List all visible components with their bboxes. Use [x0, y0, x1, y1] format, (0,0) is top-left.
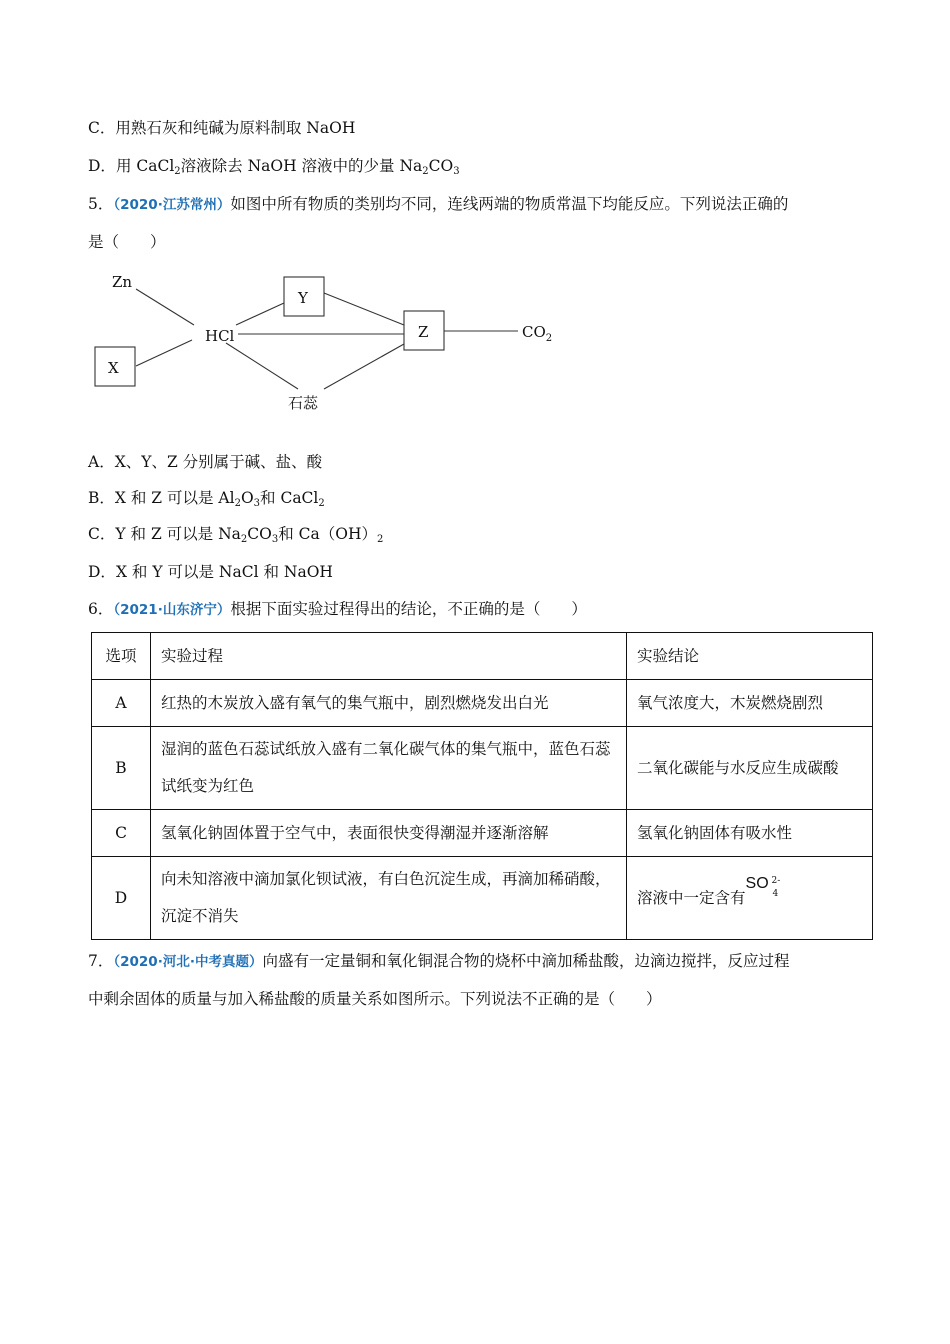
header-option: 选项: [92, 633, 151, 680]
option-text: CO: [428, 157, 454, 175]
cell-conclusion: 氧气浓度大，木炭燃烧剧烈: [627, 680, 873, 727]
q5-option-d: [88, 562, 333, 582]
line-zn-hcl: [136, 289, 194, 325]
label-y: Y: [298, 289, 308, 307]
subscript: 2: [376, 534, 384, 545]
q5-option-a: [88, 452, 322, 472]
experiment-table: [91, 632, 873, 940]
question-text: 根据下面实验过程得出的结论，不正确的是（ ）: [230, 600, 587, 618]
question-source: （2020·河北·中考真题）: [113, 954, 263, 970]
option-label: D．: [88, 563, 116, 581]
question-text: 是（ ）: [88, 233, 166, 251]
q5-stem-cont: [88, 232, 166, 252]
subscript: 2: [240, 534, 248, 545]
question-source: （2021·山东济宁）: [113, 602, 231, 618]
question-text: 向盛有一定量铜和氧化铜混合物的烧杯中滴加稀盐酸，边滴边搅拌，反应过程: [262, 952, 790, 970]
subscript: 3: [271, 534, 279, 545]
conclusion-text: 溶液中一定含有: [637, 888, 746, 907]
label-co2: $CO_2$: [522, 323, 553, 344]
option-text: X、Y、Z 分别属于碱、盐、酸: [114, 453, 323, 471]
option-text: 和 Ca（OH）: [278, 525, 377, 543]
cell-conclusion: 二氧化碳能与水反应生成碳酸: [627, 727, 873, 810]
option-label: C．: [88, 525, 116, 543]
line-x-hcl: [136, 340, 192, 366]
label-litmus: 石蕊: [288, 394, 319, 412]
option-text: 用 CaCl: [115, 157, 175, 175]
q5-stem: [88, 194, 788, 215]
option-label: B．: [88, 489, 115, 507]
table-row: [92, 680, 873, 727]
cell-conclusion: [627, 857, 873, 940]
line-hcl-y: [236, 303, 284, 325]
cell-option: D: [92, 857, 151, 940]
question-text: 中剩余固体的质量与加入稀盐酸的质量关系如图所示。下列说法不正确的是（ ）: [88, 990, 662, 1008]
table-header-row: [92, 633, 873, 680]
cell-process: 氢氧化钠固体置于空气中，表面很快变得潮湿并逐渐溶解: [151, 810, 627, 857]
option-text: X 和 Z 可以是 Al: [114, 489, 235, 507]
option-label: C．: [88, 119, 116, 137]
header-conclusion: 实验结论: [627, 633, 873, 680]
subscript: 2: [234, 498, 241, 509]
label-zn: Zn: [112, 273, 133, 291]
sulfate-ion-formula: SO 2- 4: [745, 874, 781, 899]
q4-option-d: [88, 156, 460, 182]
subscript: 2: [174, 166, 181, 177]
option-text: Y 和 Z 可以是 Na: [115, 525, 241, 543]
reaction-diagram: [88, 265, 568, 425]
line-hcl-litmus: [226, 343, 298, 389]
option-label: D．: [88, 157, 116, 175]
cell-process: 红热的木炭放入盛有氧气的集气瓶中，剧烈燃烧发出白光: [151, 680, 627, 727]
label-hcl: HCl: [205, 327, 235, 345]
option-text: 和 CaCl: [260, 489, 319, 507]
cell-option: C: [92, 810, 151, 857]
cell-process: 湿润的蓝色石蕊试纸放入盛有二氧化碳气体的集气瓶中，蓝色石蕊试纸变为红色: [151, 727, 627, 810]
option-text: 用熟石灰和纯碱为原料制取 NaOH: [115, 119, 356, 137]
q7-stem: [88, 951, 789, 972]
question-text: 如图中所有物质的类别均不同，连线两端的物质常温下均能反应。下列说法正确的: [230, 195, 789, 213]
question-source: （2020·江苏常州）: [113, 197, 231, 213]
subscript: 2: [318, 498, 325, 509]
table-row: [92, 857, 873, 940]
cell-conclusion: 氢氧化钠固体有吸水性: [627, 810, 873, 857]
option-text: O: [240, 489, 254, 507]
q5-option-c: [88, 524, 383, 550]
subscript: 3: [253, 498, 261, 509]
question-number: 5．: [88, 195, 114, 213]
cell-process: 向未知溶液中滴加氯化钡试液，有白色沉淀生成，再滴加稀硝酸，沉淀不消失: [151, 857, 627, 940]
header-process: 实验过程: [151, 633, 627, 680]
label-z: Z: [418, 323, 429, 341]
table-row: [92, 727, 873, 810]
question-number: 6．: [88, 600, 114, 618]
cell-option: A: [92, 680, 151, 727]
label-x: X: [108, 359, 119, 377]
subscript: 3: [453, 166, 460, 177]
option-text: X 和 Y 可以是 NaCl 和 NaOH: [115, 563, 333, 581]
q5-option-b: [88, 488, 325, 514]
question-number: 7．: [88, 952, 114, 970]
table-row: [92, 810, 873, 857]
q6-stem: [88, 599, 587, 620]
line-litmus-z: [324, 344, 404, 389]
option-text: 溶液除去 NaOH 溶液中的少量 Na: [180, 157, 423, 175]
line-y-z: [324, 293, 404, 325]
q4-option-c: [88, 118, 355, 138]
subscript: 2: [422, 166, 429, 177]
option-label: A．: [88, 453, 115, 471]
option-text: CO: [247, 525, 272, 543]
q7-stem-cont: [88, 989, 662, 1009]
cell-option: B: [92, 727, 151, 810]
